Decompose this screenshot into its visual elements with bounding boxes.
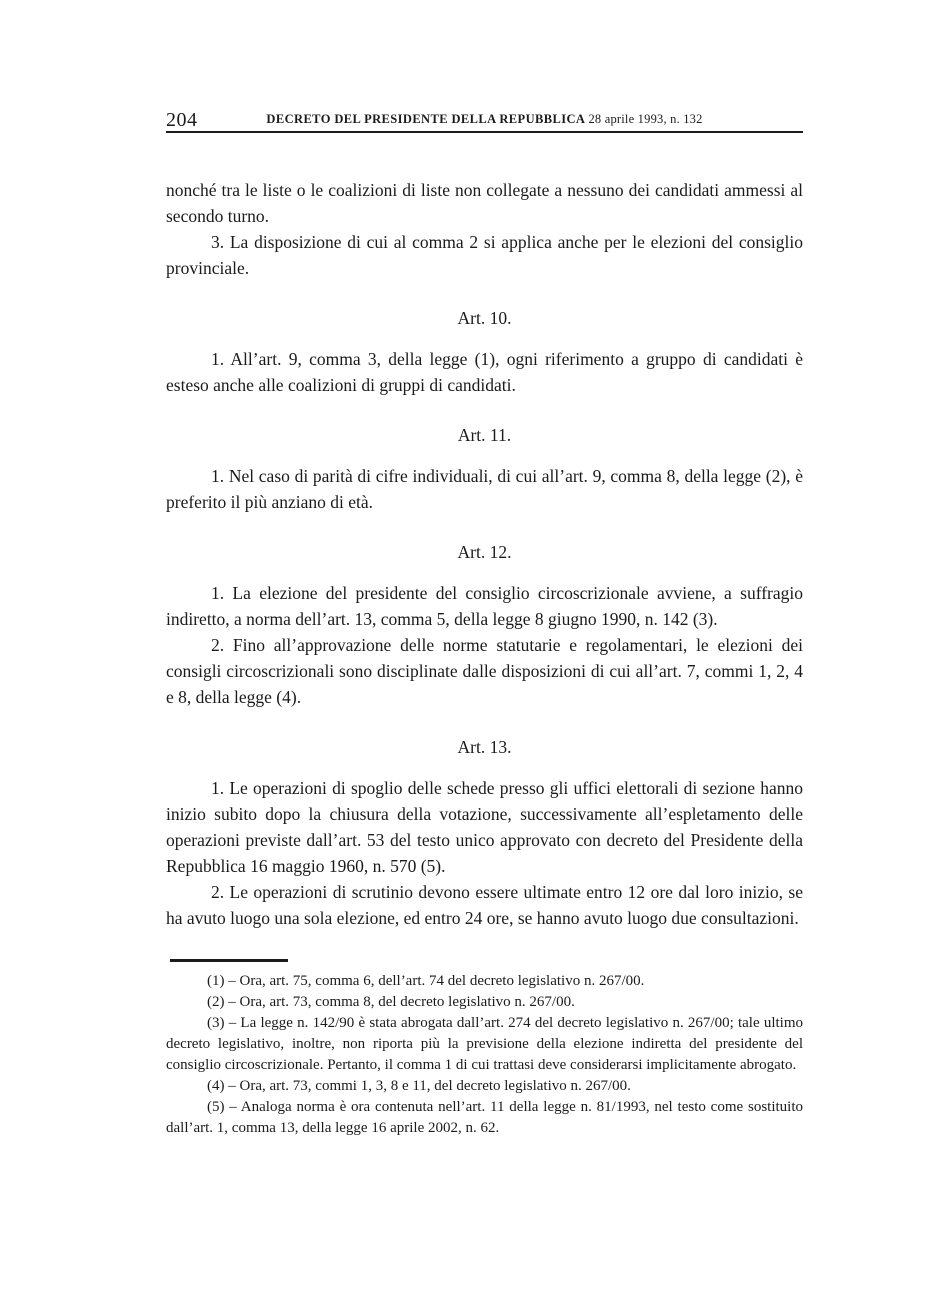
running-title-date: 28 aprile 1993, n. 132 <box>588 112 703 126</box>
paragraph-continuation: nonché tra le liste o le coalizioni di liste non collegate a nessuno dei candidati ammessi al secondo turno. <box>166 180 803 226</box>
footnote-3: (3) – La legge n. 142/90 è stata abrogata dall’art. 274 del decreto legislativo n. 267/00; tale ultimo decreto legislativo, inoltre, non riporta più la previsione della elezione indiretta del presidente del consiglio circoscrizionale. Pertanto, il comma 1 di cui trattasi deve considerarsi implicitamente abrogato. <box>166 1015 803 1073</box>
running-title <box>166 104 803 131</box>
paragraph: 2. Le operazioni di scrutinio devono essere ultimate entro 12 ore dal loro inizio, se ha avuto luogo una sola elezione, ed entro 24 ore, se hanno avuto luogo due consultazioni. <box>166 882 803 928</box>
footnote-2: (2) – Ora, art. 73, comma 8, del decreto legislativo n. 267/00. <box>207 994 575 1010</box>
paragraph: 1. Le operazioni di spoglio delle schede presso gli uffici elettorali di sezione hanno inizio subito dopo la chiusura della votazione, successivamente all’espletamento delle operazioni previste dall’art. 53 del testo unico approvato con decreto del Presidente della Repubblica 16 maggio 1960, n. 570 (5). <box>166 778 803 876</box>
paragraph: 1. La elezione del presidente del consiglio circoscrizionale avviene, a suffragio indiretto, a norma dell’art. 13, comma 5, della legge 8 giugno 1990, n. 142 (3). <box>166 583 803 629</box>
footnote-4: (4) – Ora, art. 73, commi 1, 3, 8 e 11, del decreto legislativo n. 267/00. <box>207 1078 631 1094</box>
page-header <box>166 104 803 133</box>
paragraph: 2. Fino all’approvazione delle norme statutarie e regolamentari, le elezioni dei consigli circoscrizionali sono disciplinate dalle disposizioni di cui all’art. 7, commi 1, 2, 4 e 8, della legge (4). <box>166 635 803 707</box>
footnote-1: (1) – Ora, art. 75, comma 6, dell’art. 74 del decreto legislativo n. 267/00. <box>207 973 645 989</box>
document-body <box>166 177 803 931</box>
page-number: 204 <box>166 109 198 131</box>
article-heading-art-13: Art. 13. <box>457 737 512 757</box>
footnote-5: (5) – Analoga norma è ora contenuta nell’art. 11 della legge n. 81/1993, nel testo come sostituito dall’art. 1, comma 13, della legge 16 aprile 2002, n. 62. <box>166 1099 803 1136</box>
article-heading-art-12: Art. 12. <box>457 542 512 562</box>
paragraph: 1. Nel caso di parità di cifre individuali, di cui all’art. 9, comma 8, della legge (2), è preferito il più anziano di età. <box>166 466 803 512</box>
article-heading-art-11: Art. 11. <box>457 425 512 445</box>
article-heading-art-10: Art. 10. <box>457 308 512 328</box>
footnote-separator-rule <box>170 959 288 962</box>
page-content <box>166 104 803 1139</box>
paragraph: 1. All’art. 9, comma 3, della legge (1), ogni riferimento a gruppo di candidati è esteso anche alle coalizioni di gruppi di candidati. <box>166 349 803 395</box>
footnotes-section <box>166 959 803 1139</box>
paragraph: 3. La disposizione di cui al comma 2 si applica anche per le elezioni del consiglio provinciale. <box>166 232 803 278</box>
running-title-caps: DECRETO DEL PRESIDENTE DELLA REPUBBLICA <box>266 112 586 126</box>
